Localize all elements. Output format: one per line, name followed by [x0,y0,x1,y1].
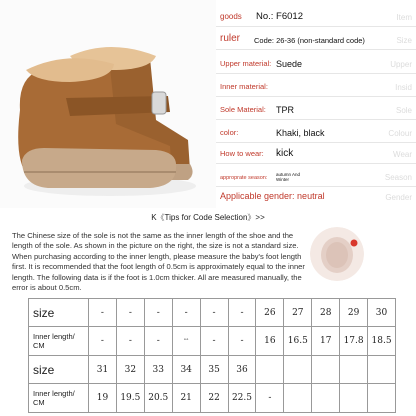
upper-watermark: Upper [390,60,412,69]
length-cell: 17 [312,327,340,356]
length-cell: 17.8 [340,327,368,356]
spec-row-goods [216,3,416,27]
size-cell: 30 [368,299,396,327]
size-cell [312,356,340,384]
color-value: Khaki, black [276,128,325,138]
length-cell: - [89,327,117,356]
size-cell: 27 [284,299,312,327]
wear-value: kick [276,148,294,159]
size-header: size [29,356,89,384]
size-cell: - [228,299,256,327]
size-cell: 35 [200,356,228,384]
sole-closeup-image [310,227,364,281]
size-cell: 26 [256,299,284,327]
length-cell: 22 [200,384,228,413]
season-label: approprate season: [220,175,268,181]
length-row-2 [29,384,396,413]
ruler-watermark: Size [396,36,412,45]
sole-value: TPR [276,105,294,115]
product-photo [0,0,216,208]
length-cell: 16 [256,327,284,356]
shoe-sole-icon [310,227,364,281]
upper-value: Suede [276,59,303,69]
size-cell: 28 [312,299,340,327]
length-cell [312,384,340,413]
season-watermark: Season [384,173,412,182]
size-cell [256,356,284,384]
season-value: autumn And Winter [276,172,301,182]
length-cell [284,384,312,413]
goods-watermark: Item [396,13,412,22]
sole-watermark: Sole [395,106,412,115]
spec-row-gender [216,187,416,206]
size-cell: - [200,299,228,327]
size-cell [340,356,368,384]
spec-row-sole [216,97,416,120]
length-cell: 20.5 [144,384,172,413]
spec-row-color [216,120,416,143]
upper-label: Upper material: [220,59,272,68]
sole-label: Sole Material: [220,105,266,114]
gender-label: Applicable gender: neutral [220,191,325,201]
length-cell: 16.5 [284,327,312,356]
gender-watermark: Gender [385,193,412,202]
length-cell [340,384,368,413]
size-row-2 [29,356,396,384]
length-header: Inner length/ CM [29,327,89,356]
length-cell: - [256,384,284,413]
size-cell: - [172,299,200,327]
size-cell: 33 [144,356,172,384]
color-label: color: [220,128,239,137]
size-cell: - [89,299,117,327]
length-cell: 21 [172,384,200,413]
wear-watermark: Wear [393,150,412,159]
length-cell: - [144,327,172,356]
spec-row-season [216,164,416,187]
wear-label: How to wear: [220,149,264,158]
length-row-1 [29,327,396,356]
spec-row-upper [216,50,416,74]
length-cell: - [228,327,256,356]
fur-lined-suede-boot-icon [0,0,216,208]
spec-list [216,0,416,208]
length-cell: 19 [89,384,117,413]
size-cell: 32 [116,356,144,384]
size-cell: 29 [340,299,368,327]
tips-paragraph: The Chinese size of the sole is not the same as the inner length of the shoe and the length of the sole. As shown in the picture on the right, the size is not a standard size. When purchasing according to the inner length, please measure the baby's foot length first. It is recommended that the foot length of 0.5cm is approximately equal to the inner length. The following data is if the foot is 1.0cm thicker. All are measured manually, the error is about 0.5cm. [12,231,305,293]
size-cell [284,356,312,384]
spec-row-inner [216,74,416,97]
length-cell: - [200,327,228,356]
size-cell: - [144,299,172,327]
size-cell: 34 [172,356,200,384]
inner-label: Inner material: [220,82,268,91]
size-table [28,298,396,413]
ruler-label: ruler [220,33,241,44]
length-header: Inner length/ CM [29,384,89,413]
length-cell: - [116,327,144,356]
tips-title: K《Tips for Code Selection》>> [151,213,265,222]
goods-value: No.: F6012 [256,11,303,22]
length-cell: 19.5 [116,384,144,413]
spec-row-wear [216,143,416,164]
size-cell [368,356,396,384]
length-cell: 18.5 [368,327,396,356]
inner-watermark: Insid [395,83,412,92]
length-cell: 22.5 [228,384,256,413]
size-cell: - [116,299,144,327]
size-header: size [29,299,89,327]
spec-row-ruler [216,27,416,50]
color-watermark: Colour [388,129,412,138]
size-cell: 31 [89,356,117,384]
goods-label: goods [220,12,242,21]
size-cell: 36 [228,356,256,384]
length-cell: °° [172,327,200,356]
length-cell [368,384,396,413]
size-row-1 [29,299,396,327]
ruler-value: Code: 26-36 (non-standard code) [254,36,365,45]
